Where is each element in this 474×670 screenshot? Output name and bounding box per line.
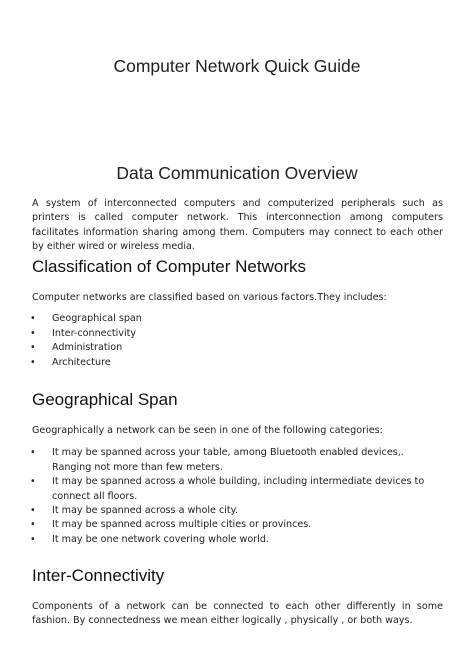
interconnectivity-block [32, 600, 443, 629]
geographical-block [32, 424, 443, 547]
bullet-icon: • [30, 447, 36, 459]
geographical-list [32, 446, 443, 547]
list-item: • It may be spanned across a whole building, including intermediate devices to connect all floors. [30, 476, 425, 502]
list-item: • Inter-connectivity [32, 327, 443, 341]
bullet-icon: • [30, 533, 36, 545]
list-item: • Architecture [32, 356, 443, 370]
list-item: • It may be spanned across a whole city. [32, 504, 443, 518]
list-item: • It may be one network covering whole world. [32, 533, 443, 547]
bullet-icon: • [30, 505, 36, 517]
list-item: • Geographical span [32, 312, 443, 326]
list-item: • It may be spanned across your table, among Bluetooth enabled devices,. Ranging not more than few meters. [30, 447, 404, 473]
bullet-icon: • [30, 313, 36, 325]
list-item: • It may be spanned across multiple cities or provinces. [32, 518, 443, 532]
bullet-icon: • [30, 519, 36, 531]
list-item: • Administration [32, 341, 443, 355]
bullet-icon: • [30, 476, 36, 488]
bullet-icon: • [30, 342, 36, 354]
geographical-heading: Geographical Span [32, 390, 178, 409]
classification-heading: Classification of Computer Networks [32, 257, 306, 276]
classification-lead: Computer networks are classified based on various factors.They includes: [32, 292, 387, 303]
interconnectivity-paragraph: Components of a network can be connected to each other differently in some fashion. By connectedness we mean either logically , physically , or both ways. [32, 601, 443, 627]
classification-list [32, 312, 443, 370]
section-title: Data Communication Overview [116, 163, 358, 183]
bullet-icon: • [30, 327, 36, 339]
document-title: Computer Network Quick Guide [113, 56, 361, 76]
interconnectivity-heading: Inter-Connectivity [32, 566, 165, 585]
geographical-lead: Geographically a network can be seen in one of the following categories: [32, 425, 383, 436]
bullet-icon: • [30, 356, 36, 368]
intro-block [32, 197, 443, 255]
intro-paragraph: A system of interconnected computers and computerized peripherals such as printers is called computer network. This interconnection among computers facilitates information sharing among them. Computers may connect to each other by either wired or wireless media. [32, 198, 443, 253]
classification-block [32, 291, 443, 370]
